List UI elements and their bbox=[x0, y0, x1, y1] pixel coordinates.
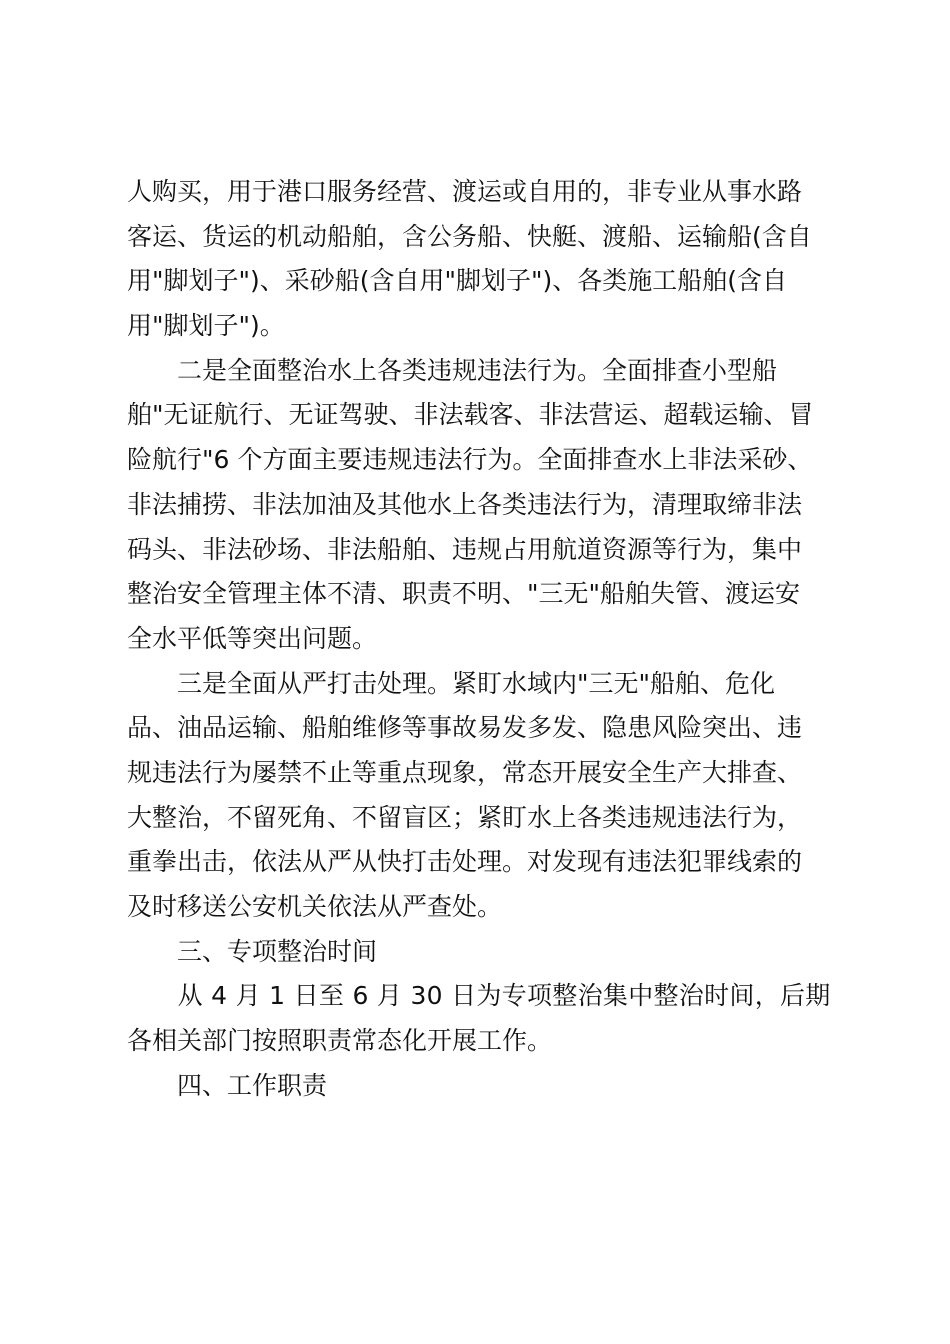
text-line: 码头、非法砂场、非法船舶、违规占用航道资源等行为，集中 bbox=[127, 534, 803, 564]
text-line: 全水平低等突出问题。 bbox=[127, 623, 378, 653]
text-line: 舶"无证航行、无证驾驶、非法载客、非法营运、超载运输、冒 bbox=[127, 400, 814, 430]
paragraph-start-line: 二是全面整治水上各类违规违法行为。全面排查小型船 bbox=[127, 355, 778, 385]
text-line: 品、油品运输、船舶维修等事故易发多发、隐患风险突出、违 bbox=[127, 713, 803, 743]
paragraph-start-line: 三是全面从严打击处理。紧盯水域内"三无"船舶、危化 bbox=[127, 668, 776, 698]
text-line: 及时移送公安机关依法从严查处。 bbox=[127, 892, 503, 921]
text-line: 规违法行为屡禁不止等重点现象，常态开展安全生产大排查、 bbox=[127, 757, 803, 787]
text-line: 人购买，用于港口服务经营、渡运或自用的，非专业从事水路 bbox=[127, 177, 803, 206]
text-line: 客运、货运的机动船舶，含公务船、快艇、渡船、运输船(含自 bbox=[127, 221, 812, 251]
text-line: 用"脚划子")。 bbox=[127, 311, 285, 341]
text-line: 重拳出击，依法从严从快打击处理。对发现有违法犯罪线索的 bbox=[127, 847, 803, 877]
text-line: 整治安全管理主体不清、职责不明、"三无"船舶失管、渡运安 bbox=[127, 579, 801, 609]
text-line: 大整治，不留死角、不留盲区；紧盯水上各类违规违法行为， bbox=[127, 802, 803, 832]
text-line: 险航行"6 个方面主要违规违法行为。全面排查水上非法采砂、 bbox=[127, 445, 813, 475]
section-heading: 三、专项整治时间 bbox=[127, 936, 378, 966]
paragraph-start-line: 从 4 月 1 日至 6 月 30 日为专项整治集中整治时间，后期 bbox=[127, 981, 831, 1011]
text-line: 各相关部门按照职责常态化开展工作。 bbox=[127, 1026, 553, 1056]
section-heading: 四、工作职责 bbox=[127, 1070, 328, 1100]
text-line: 非法捕捞、非法加油及其他水上各类违法行为，清理取缔非法 bbox=[127, 489, 803, 519]
text-line: 用"脚划子")、采砂船(含自用"脚划子")、各类施工船舶(含自 bbox=[127, 266, 788, 296]
document-body bbox=[127, 170, 831, 1108]
